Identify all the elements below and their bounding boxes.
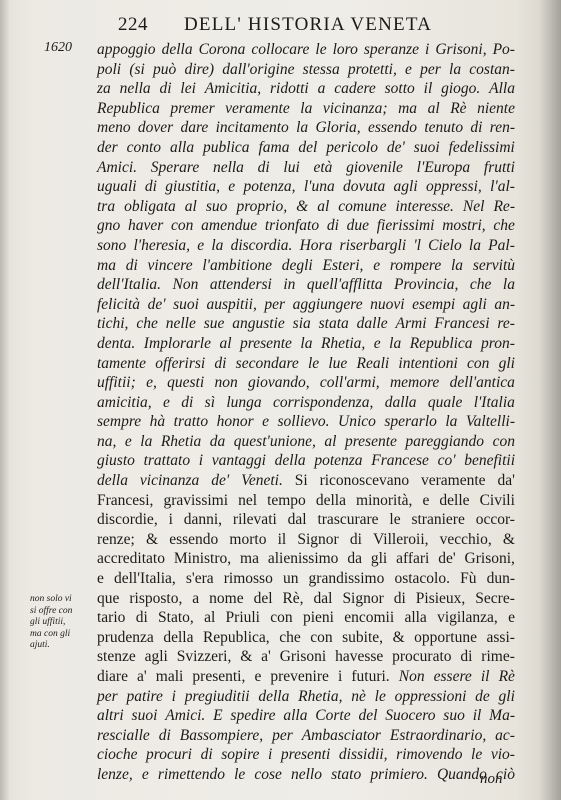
text-line: diare a' mali presenti, e prevenire i futuri. Non essere il Rè bbox=[97, 668, 515, 685]
margin-note-line: ajuti. bbox=[30, 640, 50, 650]
text-line: denta. Implorarle al presente la Rhetia, e la Republica pron- bbox=[97, 334, 515, 352]
text-line: gno haver con amendue trionfato di due fierissimi mostri, che bbox=[97, 217, 515, 235]
text-line: e dell'Italia, s'era rimosso un grandissimo ostacolo. Fù dun- bbox=[97, 570, 515, 588]
text-line: renze; & essendo morto il Signor di Villeroii, vecchio, & bbox=[97, 530, 515, 548]
text-line: sono l'heresia, e la discordia. Hora riserbargli 'l Cielo la Pal- bbox=[97, 236, 515, 254]
text-line: sempre hà tratto honor e sollievo. Unico sperarlo la Valtelli- bbox=[97, 413, 515, 431]
text-line: tamente offerirsi di secondare le lue Reali intentioni con gli bbox=[97, 354, 515, 372]
text-line: na, e la Rhetia da quest'unione, al presente pareggiando con bbox=[97, 432, 515, 450]
text-line: cioche procuri di sopire i presenti dissidii, rimovendo le vio- bbox=[97, 746, 515, 764]
margin-year: 1620 bbox=[44, 40, 72, 55]
text-line: que risposto, a nome del Rè, dal Signor di Pisieux, Secre- bbox=[97, 589, 515, 607]
text-line: accreditato Ministro, ma alienissimo da gli affari de' Grisoni, bbox=[97, 550, 515, 568]
margin-note-line: si offre con bbox=[30, 605, 73, 616]
text-line: der conto alla publica fama del pericolo de' suoi fedelissimi bbox=[97, 138, 515, 156]
text-line: della vicinanza de' Veneti. Si riconoscevano veramente da' bbox=[97, 472, 515, 490]
text-line: tra obligata al suo proprio, & al comune interesse. Nel Re- bbox=[97, 197, 515, 215]
text-line: uffitii; e, questi non giovando, coll'armi, memore dell'antica bbox=[97, 374, 515, 392]
text-line: altri suoi Amici. E spedire alla Corte del Suocero suo il Ma- bbox=[97, 707, 515, 725]
text-line: Francesi, gravissimi nel tempo della minorità, e delle Civili bbox=[97, 491, 515, 509]
text-line: lenze, e rimettendo le cose nello stato primiero. Quando ciò bbox=[97, 765, 515, 783]
text-line: tichi, che nelle sue angustie sia stata dalle Armi Francesi re- bbox=[97, 315, 515, 333]
text-line: appoggio della Corona collocare le loro speranze i Grisoni, Po- bbox=[97, 41, 515, 58]
page-header bbox=[110, 12, 510, 38]
text-line: amicitia, e di sì lunga corrispondenza, dalla quale l'Italia bbox=[97, 393, 515, 411]
text-line: ma di vincere l'ambitione degli Esteri, e rompere la servitù bbox=[97, 256, 515, 274]
text-line: per patire i pregiuditii della Rhetia, nè le oppressioni de gli bbox=[97, 687, 515, 705]
gutter-shadow bbox=[0, 0, 10, 800]
text-line: Amici. Sperare nella di lui età giovenile l'Europa frutti bbox=[97, 158, 515, 176]
text-line: prudenza della Republica, che con subite, & opportune assi- bbox=[97, 628, 515, 646]
page-number: 224 bbox=[118, 14, 148, 35]
text-line: stenze agli Svizzeri, & a' Grisoni havesse procurato di rime- bbox=[97, 648, 515, 666]
text-line: rescialle di Bassompiere, per Ambasciator Estraordinario, ac- bbox=[97, 726, 515, 744]
body-text bbox=[97, 40, 515, 785]
text-line: meno dover dare incitamento la Gloria, essendo tenuto di ren- bbox=[97, 119, 515, 137]
text-line: giusto trattato i vantaggi della potenza Francese co' benefitii bbox=[97, 452, 515, 470]
text-line: uguali di giustitia, e potenza, l'una dovuta agli oppressi, l'al- bbox=[97, 178, 515, 196]
text-line: poli (si può dire) dall'origine stessa protetti, e per la costan- bbox=[97, 60, 515, 78]
text-line: discordie, i danni, rilevati dal trascurare le straniere occor- bbox=[97, 511, 515, 529]
page-edge-shadow bbox=[539, 0, 561, 800]
margin-note bbox=[30, 594, 90, 652]
text-line: tario di Stato, al Priuli con pieni encomii alla vigilanza, e bbox=[97, 609, 515, 627]
margin-note-line: gli uffitii, bbox=[30, 617, 66, 627]
margin-note-line: ma con gli bbox=[30, 628, 71, 639]
catchword: non bbox=[480, 771, 503, 787]
text-line: za nella di lei Amicitia, ridotti a cadere sotto il giogo. Alla bbox=[97, 80, 515, 98]
margin-note-line: non solo vi bbox=[30, 594, 72, 604]
text-line: felicità de' suoi auspitii, per aggiungere nuovi esempi agli an- bbox=[97, 295, 515, 313]
running-title: DELL' HISTORIA VENETA bbox=[184, 14, 433, 35]
text-line: dell'Italia. Non attendersi in quell'afflitta Provincia, che la bbox=[97, 276, 515, 294]
text-line: Republica premer veramente la vicinanza; ma al Rè niente bbox=[97, 99, 515, 117]
